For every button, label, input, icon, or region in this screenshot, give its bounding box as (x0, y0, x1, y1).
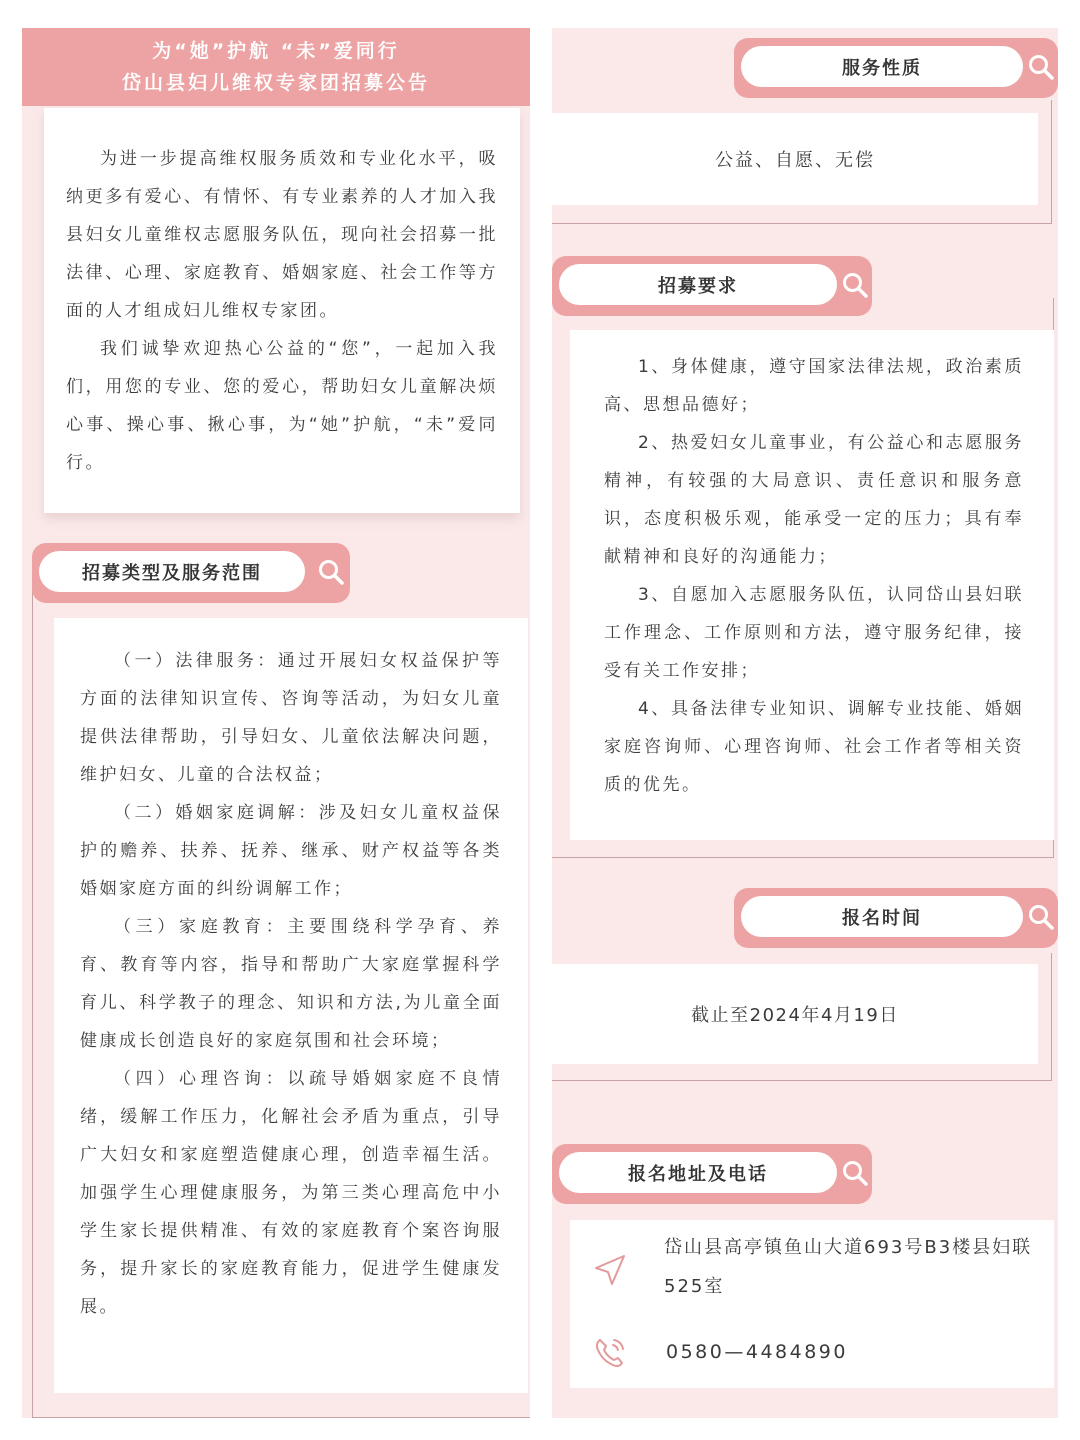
intro-paragraph-2: 我们诚挚欢迎热心公益的“您”，一起加入我们，用您的专业、您的爱心，帮助妇女儿童解决烦心事、操心事、揪心事，为“她”护航，“未”爱同行。 (66, 339, 498, 473)
location-arrow-icon (590, 1250, 630, 1290)
time-heading-label: 报名时间 (741, 896, 1023, 937)
time-card (552, 964, 1038, 1064)
page-title (22, 28, 530, 106)
list-item: （三）家庭教育：主要围绕科学孕育、养育、教育等内容，指导和帮助广大家庭掌握科学育儿、科学教子的理念、知识和方法,为儿童全面健康成长创造良好的家庭氛围和社会环境； (80, 917, 502, 1051)
nature-heading (734, 38, 1058, 98)
intro-paragraph-1: 为进一步提高维权服务质效和专业化水平，吸纳更多有爱心、有情怀、有专业素养的人才加入我县妇女儿童维权志愿服务队伍，现向社会招募一批法律、心理、家庭教育、婚姻家庭、社会工作等方面的人才组成妇儿维权专家团。 (66, 149, 498, 321)
search-icon[interactable] (316, 557, 346, 587)
intro-card (44, 108, 520, 513)
address-text: 岱山县高亭镇鱼山大道693号B3楼县妇联525室 (664, 1237, 1033, 1297)
time-text: 截止至2024年4月19日 (691, 1005, 899, 1026)
address-row (590, 1228, 1040, 1306)
list-item: 3、自愿加入志愿服务队伍，认同岱山县妇联工作理念、工作原则和方法，遵守服务纪律，接受有关工作安排； (604, 585, 1024, 681)
search-icon[interactable] (1026, 52, 1056, 82)
list-item: （四）心理咨询：以疏导婚姻家庭不良情绪，缓解工作压力，化解社会矛盾为重点，引导广大妇女和家庭塑造健康心理，创造幸福生活。加强学生心理健康服务，为第三类心理高危中小学生家长提供精准、有效的家庭教育个案咨询服务，提升家长的家庭教育能力，促进学生健康发展。 (80, 1069, 502, 1317)
search-icon[interactable] (1026, 902, 1056, 932)
nature-text: 公益、自愿、无偿 (715, 150, 875, 171)
types-heading (32, 543, 350, 603)
left-column (22, 28, 530, 1418)
requirements-heading-label: 招募要求 (559, 264, 837, 305)
list-item: 4、具备法律专业知识、调解专业技能、婚姻家庭咨询师、心理咨询师、社会工作者等相关资质的优先。 (604, 699, 1024, 795)
list-item: 2、热爱妇女儿童事业，有公益心和志愿服务精神，有较强的大局意识、责任意识和服务意识，态度积极乐观，能承受一定的压力；具有奉献精神和良好的沟通能力； (604, 433, 1024, 567)
title-line-2: 岱山县妇儿维权专家团招募公告 (121, 72, 430, 94)
title-line-1: 为“她”护航 “未”爱同行 (152, 40, 400, 62)
requirements-card (570, 330, 1054, 840)
contact-heading (552, 1144, 872, 1204)
phone-text: 0580—4484890 (666, 1341, 848, 1363)
list-item: （二）婚姻家庭调解：涉及妇女儿童权益保护的赡养、扶养、抚养、继承、财产权益等各类婚姻家庭方面的纠纷调解工作； (80, 803, 502, 899)
time-heading (734, 888, 1058, 948)
contact-heading-label: 报名地址及电话 (559, 1152, 837, 1193)
nature-heading-label: 服务性质 (741, 46, 1023, 87)
list-item: 1、身体健康，遵守国家法律法规，政治素质高、思想品德好； (604, 357, 1024, 415)
phone-row (590, 1332, 1040, 1372)
types-heading-label: 招募类型及服务范围 (39, 551, 305, 592)
search-icon[interactable] (840, 1158, 870, 1188)
phone-icon (590, 1332, 630, 1372)
right-column (552, 28, 1058, 1418)
contact-card (570, 1220, 1054, 1388)
nature-card (552, 113, 1038, 205)
types-card (54, 618, 528, 1393)
requirements-heading (552, 256, 872, 316)
search-icon[interactable] (840, 270, 870, 300)
list-item: （一）法律服务：通过开展妇女权益保护等方面的法律知识宣传、咨询等活动，为妇女儿童提供法律帮助，引导妇女、儿童依法解决问题，维护妇女、儿童的合法权益； (80, 651, 502, 785)
